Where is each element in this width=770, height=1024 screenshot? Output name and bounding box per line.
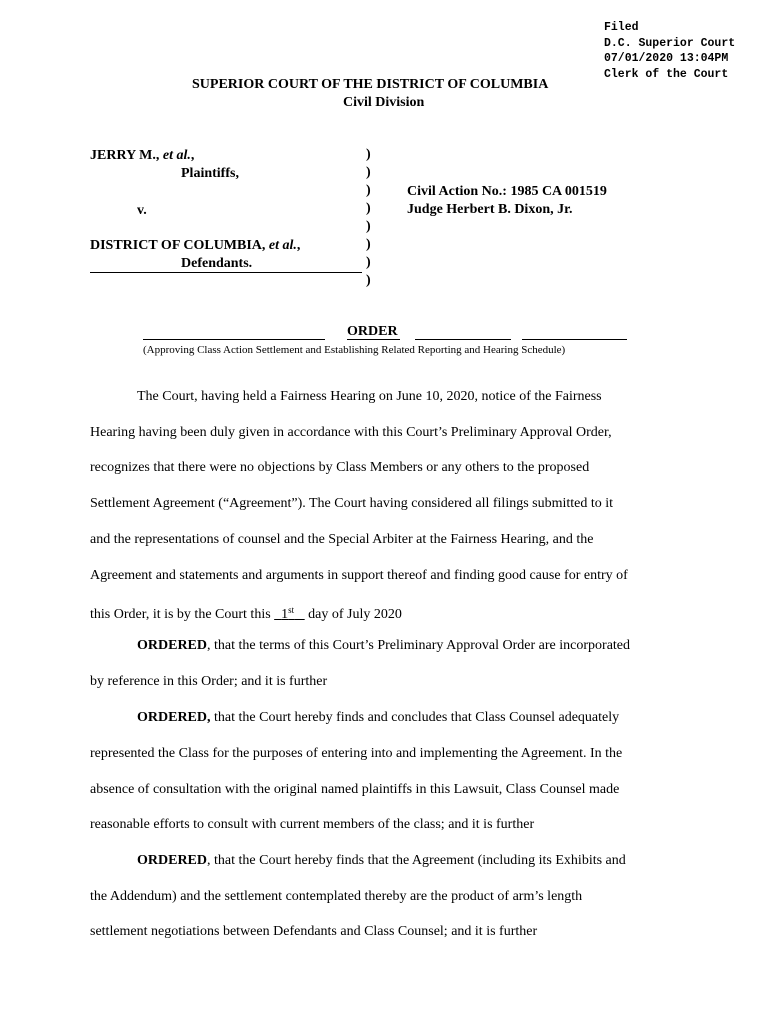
ordered-paragraph: ORDERED, that the Court hereby finds and concludes that Class Counsel adequately (137, 710, 620, 725)
body-line: by reference in this Order; and it is further (90, 674, 328, 689)
body-line: recognizes that there were no objections by Class Members or any others to the proposed (90, 460, 590, 475)
order-subtitle: (Approving Class Action Settlement and Establishing Related Reporting and Hearing Schedule) (143, 344, 566, 356)
defendant-name: DISTRICT OF COLUMBIA, et al., (90, 238, 301, 253)
caption-rule (90, 272, 362, 273)
order-rule-right (522, 339, 627, 340)
court-division: Civil Division (343, 95, 425, 110)
ordered-paragraph: ORDERED, that the terms of this Court’s Preliminary Approval Order are incorporated (137, 638, 631, 653)
order-day: 1st (281, 605, 295, 622)
versus-label: v. (137, 203, 147, 218)
body-line: and the representations of counsel and the Special Arbiter at the Fairness Hearing, and the (90, 532, 594, 547)
order-title: ORDER (347, 324, 398, 339)
ordered-keyword: ORDERED (137, 853, 208, 868)
ordered-keyword: ORDERED, (137, 710, 211, 725)
body-line: reasonable efforts to consult with current members of the class; and it is further (90, 817, 535, 832)
caption-paren: ) (366, 273, 371, 288)
court-name: SUPERIOR COURT OF THE DISTRICT OF COLUMBIA (192, 77, 549, 92)
judge-name: Judge Herbert B. Dixon, Jr. (407, 202, 573, 217)
body-line: the Addendum) and the settlement contemplated thereby are the product of arm’s length (90, 889, 583, 904)
ordered-keyword: ORDERED (137, 638, 208, 653)
caption-paren: ) (366, 219, 371, 234)
body-line-date: this Order, it is by the Court this 1st day of July 2020 (90, 605, 402, 622)
body-line: Settlement Agreement (“Agreement”). The Court having considered all filings submitted to it (90, 496, 614, 511)
stamp-line: 07/01/2020 13:04PM (604, 52, 729, 65)
order-rule-mid (415, 339, 511, 340)
plaintiffs-label: Plaintiffs, (181, 166, 239, 181)
caption-paren: ) (366, 201, 371, 216)
order-title-underline (347, 339, 400, 340)
order-rule-left (143, 339, 325, 340)
body-line: represented the Class for the purposes of entering into and implementing the Agreement. In the (90, 746, 623, 761)
caption-paren: ) (366, 255, 371, 270)
body-line: The Court, having held a Fairness Hearing on June 10, 2020, notice of the Fairness (137, 389, 602, 404)
plaintiff-name: JERRY M., et al., (90, 148, 195, 163)
caption-paren: ) (366, 183, 371, 198)
ordered-paragraph: ORDERED, that the Court hereby finds that the Agreement (including its Exhibits and (137, 853, 626, 868)
caption-paren: ) (366, 165, 371, 180)
body-line: Hearing having been duly given in accordance with this Court’s Preliminary Approval Order, (90, 425, 612, 440)
caption-paren: ) (366, 147, 371, 162)
stamp-line: Filed (604, 21, 639, 34)
body-line: settlement negotiations between Defendants and Class Counsel; and it is further (90, 924, 538, 939)
body-line: Agreement and statements and arguments in support thereof and finding good cause for entry of (90, 568, 628, 583)
civil-action-number: Civil Action No.: 1985 CA 001519 (407, 184, 607, 199)
stamp-line: D.C. Superior Court (604, 36, 736, 50)
filing-stamp (604, 20, 735, 82)
stamp-line: Clerk of the Court (604, 67, 729, 81)
caption-paren: ) (366, 237, 371, 252)
body-line: absence of consultation with the original named plaintiffs in this Lawsuit, Class Counsel made (90, 782, 620, 797)
defendants-label: Defendants. (181, 256, 253, 271)
